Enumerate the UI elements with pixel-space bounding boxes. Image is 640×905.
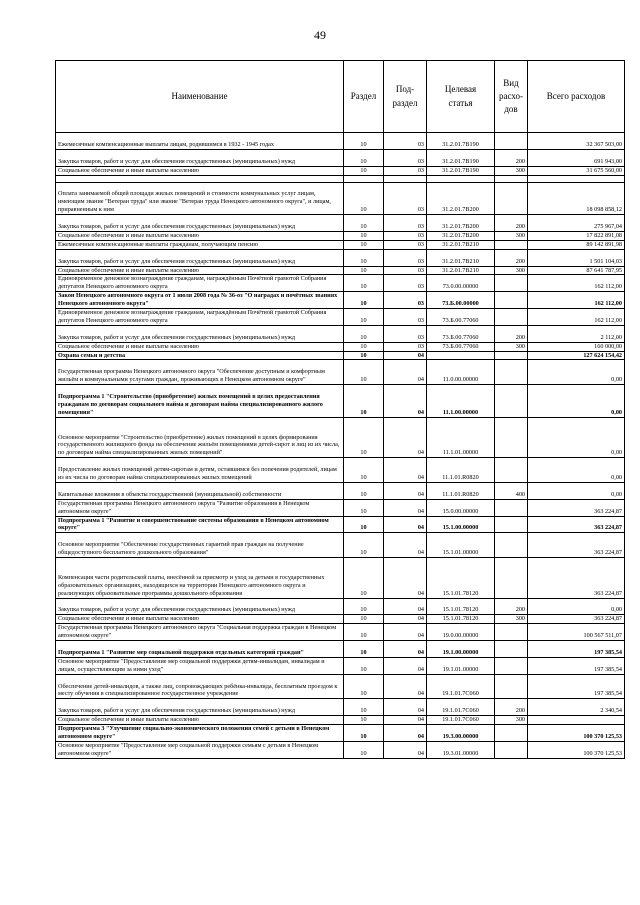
target-cell: 11.1.01.R0820 xyxy=(427,482,495,499)
kind-cell xyxy=(495,240,528,249)
section-cell: 10 xyxy=(344,674,384,699)
subsection-cell: 03 xyxy=(384,275,427,292)
total-cell: 1 501 104,03 xyxy=(528,249,625,266)
table-row xyxy=(56,249,625,266)
name-cell: Подпрограмма 3 "Улучшение социально-экономического положения семей с детьми в Ненецком автономном округе" xyxy=(56,725,344,742)
total-cell xyxy=(528,716,625,725)
table-row xyxy=(56,674,625,699)
total-cell: 127 624 154,42 xyxy=(528,351,625,360)
kind-cell xyxy=(495,516,528,533)
target-cell: 31.2.01.7В200 xyxy=(427,182,495,215)
subsection-cell: 03 xyxy=(384,215,427,232)
page-number: 49 xyxy=(314,28,326,42)
table-row xyxy=(56,309,625,326)
section-cell: 10 xyxy=(344,309,384,326)
total-cell: 197 385,54 xyxy=(528,641,625,658)
section-cell: 10 xyxy=(344,385,384,418)
table-row xyxy=(56,741,625,758)
spacer-cell xyxy=(495,175,528,182)
section-cell: 10 xyxy=(344,275,384,292)
subsection-cell: 04 xyxy=(384,385,427,418)
target-cell: 31.2.01.7В190 xyxy=(427,166,495,175)
spacer-cell xyxy=(427,175,495,182)
name-cell: Закупка товаров, работ и услуг для обеспечения государственных (муниципальных) нужд xyxy=(56,699,344,716)
subsection-cell: 03 xyxy=(384,133,427,150)
kind-cell: 300 xyxy=(495,266,528,275)
subsection-cell: 04 xyxy=(384,558,427,599)
spacer-cell xyxy=(56,175,344,182)
header-subsection: Под- раздел xyxy=(384,61,427,133)
name-cell: Оплата занимаемой общей площади жилых помещений и стоимости коммунальных услуг лицам, имеющим звание "Ветеран труда" или звание "Ветеран труда Ненецкого автономного округа", и лицам, приравненным к ним xyxy=(56,182,344,215)
table-row xyxy=(56,231,625,240)
kind-cell xyxy=(495,558,528,599)
name-cell: Государственная программа Ненецкого автономного округа "Обеспечение доступным и комфортным жильём и коммунальными услугами граждан, проживающих в Ненецком автономном округе" xyxy=(56,360,344,385)
total-cell: 18 098 858,12 xyxy=(528,182,625,215)
expenditure-table xyxy=(55,60,625,759)
name-cell: Единовременное денежное вознаграждение гражданам, награждённым Почётной грамотой Собрания депутатов Ненецкого автономного округа xyxy=(56,275,344,292)
total-cell: 100 370 125,53 xyxy=(528,741,625,758)
subsection-cell: 04 xyxy=(384,741,427,758)
target-cell: 73.Б.00.77060 xyxy=(427,309,495,326)
total-cell: 87 641 787,95 xyxy=(528,266,625,275)
name-cell: Предоставление жилых помещений детям-сиротам и детям, оставшимся без попечения родителей, лицам из их числа по договорам найма специализированных жилых помещений xyxy=(56,458,344,483)
total-cell: 0,00 xyxy=(528,417,625,458)
section-cell: 10 xyxy=(344,240,384,249)
section-cell: 10 xyxy=(344,499,384,516)
kind-cell xyxy=(495,182,528,215)
kind-cell xyxy=(495,641,528,658)
table-row xyxy=(56,558,625,599)
total-cell: 0,00 xyxy=(528,385,625,418)
name-cell: Закупка товаров, работ и услуг для обеспечения государственных (муниципальных) нужд xyxy=(56,215,344,232)
subsection-cell: 03 xyxy=(384,166,427,175)
table-row xyxy=(56,516,625,533)
kind-cell xyxy=(495,309,528,326)
kind-cell: 200 xyxy=(495,249,528,266)
section-cell: 10 xyxy=(344,325,384,342)
name-cell: Социальное обеспечение и иные выплаты населению xyxy=(56,615,344,624)
total-cell: 0,00 xyxy=(528,482,625,499)
kind-cell xyxy=(495,351,528,360)
target-cell: 73.Б.00.77060 xyxy=(427,342,495,351)
table-row xyxy=(56,716,625,725)
target-cell: 11.1.01.00000 xyxy=(427,417,495,458)
kind-cell xyxy=(495,292,528,309)
kind-cell xyxy=(495,741,528,758)
subsection-cell: 04 xyxy=(384,458,427,483)
section-cell: 10 xyxy=(344,741,384,758)
target-cell: 19.0.00.00000 xyxy=(427,624,495,641)
name-cell: Основное мероприятие "Строительство (приобретение) жилых помещений в целях формирования государственного жилищного фонда на обеспечение жильём помещениями детей-сирот и лиц из их числа, по договорам найма специализированных жилых помещений" xyxy=(56,417,344,458)
table-row xyxy=(56,598,625,615)
name-cell: Ежемесячные компенсационные выплаты лицам, родившимся в 1932 - 1945 годах xyxy=(56,133,344,150)
subsection-cell: 04 xyxy=(384,657,427,674)
name-cell: Закупка товаров, работ и услуг для обеспечения государственных (муниципальных) нужд xyxy=(56,149,344,166)
section-cell: 10 xyxy=(344,533,384,558)
target-cell: 31.2.01.7В200 xyxy=(427,215,495,232)
section-cell: 10 xyxy=(344,641,384,658)
kind-cell: 300 xyxy=(495,231,528,240)
section-cell: 10 xyxy=(344,292,384,309)
table-row xyxy=(56,641,625,658)
name-cell: Социальное обеспечение и иные выплаты населению xyxy=(56,342,344,351)
total-cell: 160 000,00 xyxy=(528,342,625,351)
total-cell: 31 675 560,00 xyxy=(528,166,625,175)
name-cell: Социальное обеспечение и иные выплаты населению xyxy=(56,716,344,725)
kind-cell xyxy=(495,133,528,150)
kind-cell: 300 xyxy=(495,615,528,624)
section-cell: 10 xyxy=(344,360,384,385)
total-cell: 197 385,54 xyxy=(528,657,625,674)
kind-cell: 300 xyxy=(495,716,528,725)
total-cell: 89 142 891,98 xyxy=(528,240,625,249)
section-cell: 10 xyxy=(344,133,384,150)
total-cell: 162 112,00 xyxy=(528,275,625,292)
subsection-cell: 04 xyxy=(384,716,427,725)
section-cell: 10 xyxy=(344,458,384,483)
total-cell: 2 340,54 xyxy=(528,699,625,716)
subsection-cell: 04 xyxy=(384,360,427,385)
subsection-cell: 04 xyxy=(384,699,427,716)
target-cell: 31.2.01.7В200 xyxy=(427,231,495,240)
section-cell: 10 xyxy=(344,249,384,266)
header-name: Наименование xyxy=(56,61,344,133)
name-cell: Закупка товаров, работ и услуг для обеспечения государственных (муниципальных) нужд xyxy=(56,249,344,266)
name-cell: Закупка товаров, работ и услуг для обеспечения государственных (муниципальных) нужд xyxy=(56,325,344,342)
name-cell: Государственная программа Ненецкого автономного округа "Развитие образования в Ненецком автономном округе" xyxy=(56,499,344,516)
kind-cell xyxy=(495,533,528,558)
target-cell: 15.0.00.00000 xyxy=(427,499,495,516)
target-cell: 11.1.00.00000 xyxy=(427,385,495,418)
kind-cell xyxy=(495,657,528,674)
table-row xyxy=(56,351,625,360)
section-cell: 10 xyxy=(344,516,384,533)
target-cell: 11.1.01.R0820 xyxy=(427,458,495,483)
section-cell: 10 xyxy=(344,231,384,240)
subsection-cell: 04 xyxy=(384,351,427,360)
kind-cell xyxy=(495,385,528,418)
table-row xyxy=(56,533,625,558)
section-cell: 10 xyxy=(344,725,384,742)
total-cell: 32 367 503,00 xyxy=(528,133,625,150)
table-row xyxy=(56,175,625,182)
section-cell: 10 xyxy=(344,699,384,716)
total-cell: 0,00 xyxy=(528,598,625,615)
name-cell: Закон Ненецкого автономного округа от 1 июля 2008 года № 36-оз "О наградах и почётных званиях Ненецкого автономного округа" xyxy=(56,292,344,309)
target-cell: 15.1.01.78120 xyxy=(427,598,495,615)
total-cell: 363 224,87 xyxy=(528,499,625,516)
subsection-cell: 03 xyxy=(384,342,427,351)
kind-cell: 400 xyxy=(495,482,528,499)
subsection-cell: 03 xyxy=(384,182,427,215)
header-kind: Вид расхо- дов xyxy=(495,61,528,133)
kind-cell: 200 xyxy=(495,699,528,716)
kind-cell xyxy=(495,674,528,699)
table-row xyxy=(56,725,625,742)
header-total: Всего расходов xyxy=(528,61,625,133)
total-cell: 363 224,87 xyxy=(528,558,625,599)
table-row xyxy=(56,240,625,249)
table-row xyxy=(56,342,625,351)
section-cell: 10 xyxy=(344,482,384,499)
target-cell: 73.0.00.00000 xyxy=(427,275,495,292)
table-row xyxy=(56,292,625,309)
target-cell: 31.2.01.7В210 xyxy=(427,240,495,249)
target-cell: 19.1.01.7С060 xyxy=(427,674,495,699)
target-cell: 31.2.01.7В190 xyxy=(427,149,495,166)
table-row xyxy=(56,417,625,458)
name-cell: Социальное обеспечение и иные выплаты населению xyxy=(56,231,344,240)
table-row xyxy=(56,699,625,716)
kind-cell xyxy=(495,275,528,292)
table-row xyxy=(56,657,625,674)
target-cell: 19.3.01.00000 xyxy=(427,741,495,758)
total-cell: 162 112,00 xyxy=(528,292,625,309)
subsection-cell: 04 xyxy=(384,674,427,699)
section-cell: 10 xyxy=(344,342,384,351)
table-row xyxy=(56,215,625,232)
total-cell: 691 943,00 xyxy=(528,149,625,166)
table-row xyxy=(56,275,625,292)
table-row xyxy=(56,385,625,418)
name-cell: Компенсация части родительской платы, внесённой за присмотр и уход за детьми в государственных образовательных организациях, находящихся на территории Ненецкого автономного округа и реализующих образовательные программы дошкольного образования xyxy=(56,558,344,599)
name-cell: Единовременное денежное вознаграждение гражданам, награждённым Почётной грамотой Собрания депутатов Ненецкого автономного округа xyxy=(56,309,344,326)
total-cell: 2 112,00 xyxy=(528,325,625,342)
kind-cell: 200 xyxy=(495,215,528,232)
target-cell xyxy=(427,351,495,360)
kind-cell xyxy=(495,499,528,516)
kind-cell: 200 xyxy=(495,149,528,166)
target-cell: 15.1.01.00000 xyxy=(427,533,495,558)
kind-cell xyxy=(495,360,528,385)
target-cell: 73.Б.00.77060 xyxy=(427,325,495,342)
name-cell: Подпрограмма 1 "Развитие и совершенствование системы образования в Ненецком автономном округе" xyxy=(56,516,344,533)
total-cell: 162 112,00 xyxy=(528,309,625,326)
name-cell: Подпрограмма 1 "Строительство (приобретение) жилых помещений в целях предоставления гражданам по договорам социального найма и договорам найма специализированного жилого помещения" xyxy=(56,385,344,418)
kind-cell xyxy=(495,458,528,483)
subsection-cell: 04 xyxy=(384,598,427,615)
name-cell: Обеспечение детей-инвалидов, а также лиц, сопровождающих ребёнка-инвалида, бесплатным проездом к месту обучения в специализированное государственное учреждение xyxy=(56,674,344,699)
subsection-cell: 04 xyxy=(384,624,427,641)
name-cell: Основное мероприятие "Обеспечение государственных гарантий прав граждан на получение общедоступного бесплатного дошкольного образования" xyxy=(56,533,344,558)
table-row xyxy=(56,458,625,483)
header-section: Раздел xyxy=(344,61,384,133)
total-cell: 363 224,87 xyxy=(528,615,625,624)
section-cell: 10 xyxy=(344,182,384,215)
name-cell: Капитальные вложения в объекты государственной (муниципальной) собственности xyxy=(56,482,344,499)
target-cell: 31.2.01.7В210 xyxy=(427,266,495,275)
table-row xyxy=(56,266,625,275)
section-cell: 10 xyxy=(344,657,384,674)
name-cell: Государственная программа Ненецкого автономного округа "Социальная поддержка граждан в Ненецком автономном округе" xyxy=(56,624,344,641)
name-cell: Закупка товаров, работ и услуг для обеспечения государственных (муниципальных) нужд xyxy=(56,598,344,615)
subsection-cell: 03 xyxy=(384,292,427,309)
section-cell: 10 xyxy=(344,716,384,725)
target-cell: 31.2.01.7В210 xyxy=(427,249,495,266)
subsection-cell: 03 xyxy=(384,249,427,266)
kind-cell: 300 xyxy=(495,342,528,351)
target-cell: 19.1.00.00000 xyxy=(427,641,495,658)
subsection-cell: 03 xyxy=(384,149,427,166)
subsection-cell: 04 xyxy=(384,533,427,558)
table-row xyxy=(56,133,625,150)
spacer-cell xyxy=(528,175,625,182)
section-cell: 10 xyxy=(344,266,384,275)
subsection-cell: 04 xyxy=(384,516,427,533)
spacer-cell xyxy=(384,175,427,182)
subsection-cell: 04 xyxy=(384,615,427,624)
target-cell: 15.1.00.00000 xyxy=(427,516,495,533)
target-cell: 31.2.01.7В190 xyxy=(427,133,495,150)
total-cell: 363 224,87 xyxy=(528,533,625,558)
table-row xyxy=(56,166,625,175)
kind-cell: 300 xyxy=(495,166,528,175)
name-cell: Ежемесячные компенсационные выплаты гражданам, получающим пенсию xyxy=(56,240,344,249)
total-cell: 17 822 891,08 xyxy=(528,231,625,240)
table-row xyxy=(56,149,625,166)
kind-cell xyxy=(495,417,528,458)
table-row xyxy=(56,360,625,385)
subsection-cell: 04 xyxy=(384,499,427,516)
name-cell: Социальное обеспечение и иные выплаты населению xyxy=(56,266,344,275)
target-cell: 19.1.01.7С060 xyxy=(427,699,495,716)
target-cell: 11.0.00.00000 xyxy=(427,360,495,385)
name-cell: Охрана семьи и детства xyxy=(56,351,344,360)
subsection-cell: 04 xyxy=(384,641,427,658)
kind-cell: 200 xyxy=(495,325,528,342)
target-cell: 15.1.01.78120 xyxy=(427,558,495,599)
subsection-cell: 04 xyxy=(384,417,427,458)
target-cell: 19.1.01.7С060 xyxy=(427,716,495,725)
header-target: Целевая статья xyxy=(427,61,495,133)
target-cell: 15.1.01.78120 xyxy=(427,615,495,624)
section-cell: 10 xyxy=(344,417,384,458)
name-cell: Социальное обеспечение и иные выплаты населению xyxy=(56,166,344,175)
section-cell: 10 xyxy=(344,624,384,641)
total-cell: 197 385,54 xyxy=(528,674,625,699)
total-cell: 363 224,87 xyxy=(528,516,625,533)
section-cell: 10 xyxy=(344,558,384,599)
name-cell: Подпрограмма 1 "Развитие мер социальной поддержки отдельных категорий граждан" xyxy=(56,641,344,658)
table-row xyxy=(56,499,625,516)
subsection-cell: 04 xyxy=(384,725,427,742)
target-cell: 73.Б.00.00000 xyxy=(427,292,495,309)
subsection-cell: 03 xyxy=(384,309,427,326)
total-cell: 0,00 xyxy=(528,360,625,385)
subsection-cell: 03 xyxy=(384,240,427,249)
subsection-cell: 03 xyxy=(384,231,427,240)
section-cell: 10 xyxy=(344,615,384,624)
table-row xyxy=(56,482,625,499)
table-row xyxy=(56,624,625,641)
name-cell: Основное мероприятие "Предоставление мер социальной поддержки семьям с детьми в Ненецком автономном округе" xyxy=(56,741,344,758)
kind-cell xyxy=(495,624,528,641)
spacer-cell xyxy=(344,175,384,182)
table-row xyxy=(56,615,625,624)
total-cell: 100 567 511,07 xyxy=(528,624,625,641)
section-cell: 10 xyxy=(344,215,384,232)
target-cell: 19.3.00.00000 xyxy=(427,725,495,742)
total-cell: 100 370 125,53 xyxy=(528,725,625,742)
subsection-cell: 04 xyxy=(384,482,427,499)
section-cell: 10 xyxy=(344,149,384,166)
name-cell: Основное мероприятие "Предоставление мер социальной поддержки детям-инвалидам, инвалидам и лицам, осуществляющим за ними уход" xyxy=(56,657,344,674)
kind-cell xyxy=(495,725,528,742)
section-cell: 10 xyxy=(344,351,384,360)
table-row xyxy=(56,182,625,215)
subsection-cell: 03 xyxy=(384,266,427,275)
total-cell: 0,00 xyxy=(528,458,625,483)
table-row xyxy=(56,325,625,342)
target-cell: 19.1.01.00000 xyxy=(427,657,495,674)
header-row xyxy=(56,61,625,133)
section-cell: 10 xyxy=(344,166,384,175)
total-cell: 275 967,04 xyxy=(528,215,625,232)
subsection-cell: 03 xyxy=(384,325,427,342)
kind-cell: 200 xyxy=(495,598,528,615)
section-cell: 10 xyxy=(344,598,384,615)
